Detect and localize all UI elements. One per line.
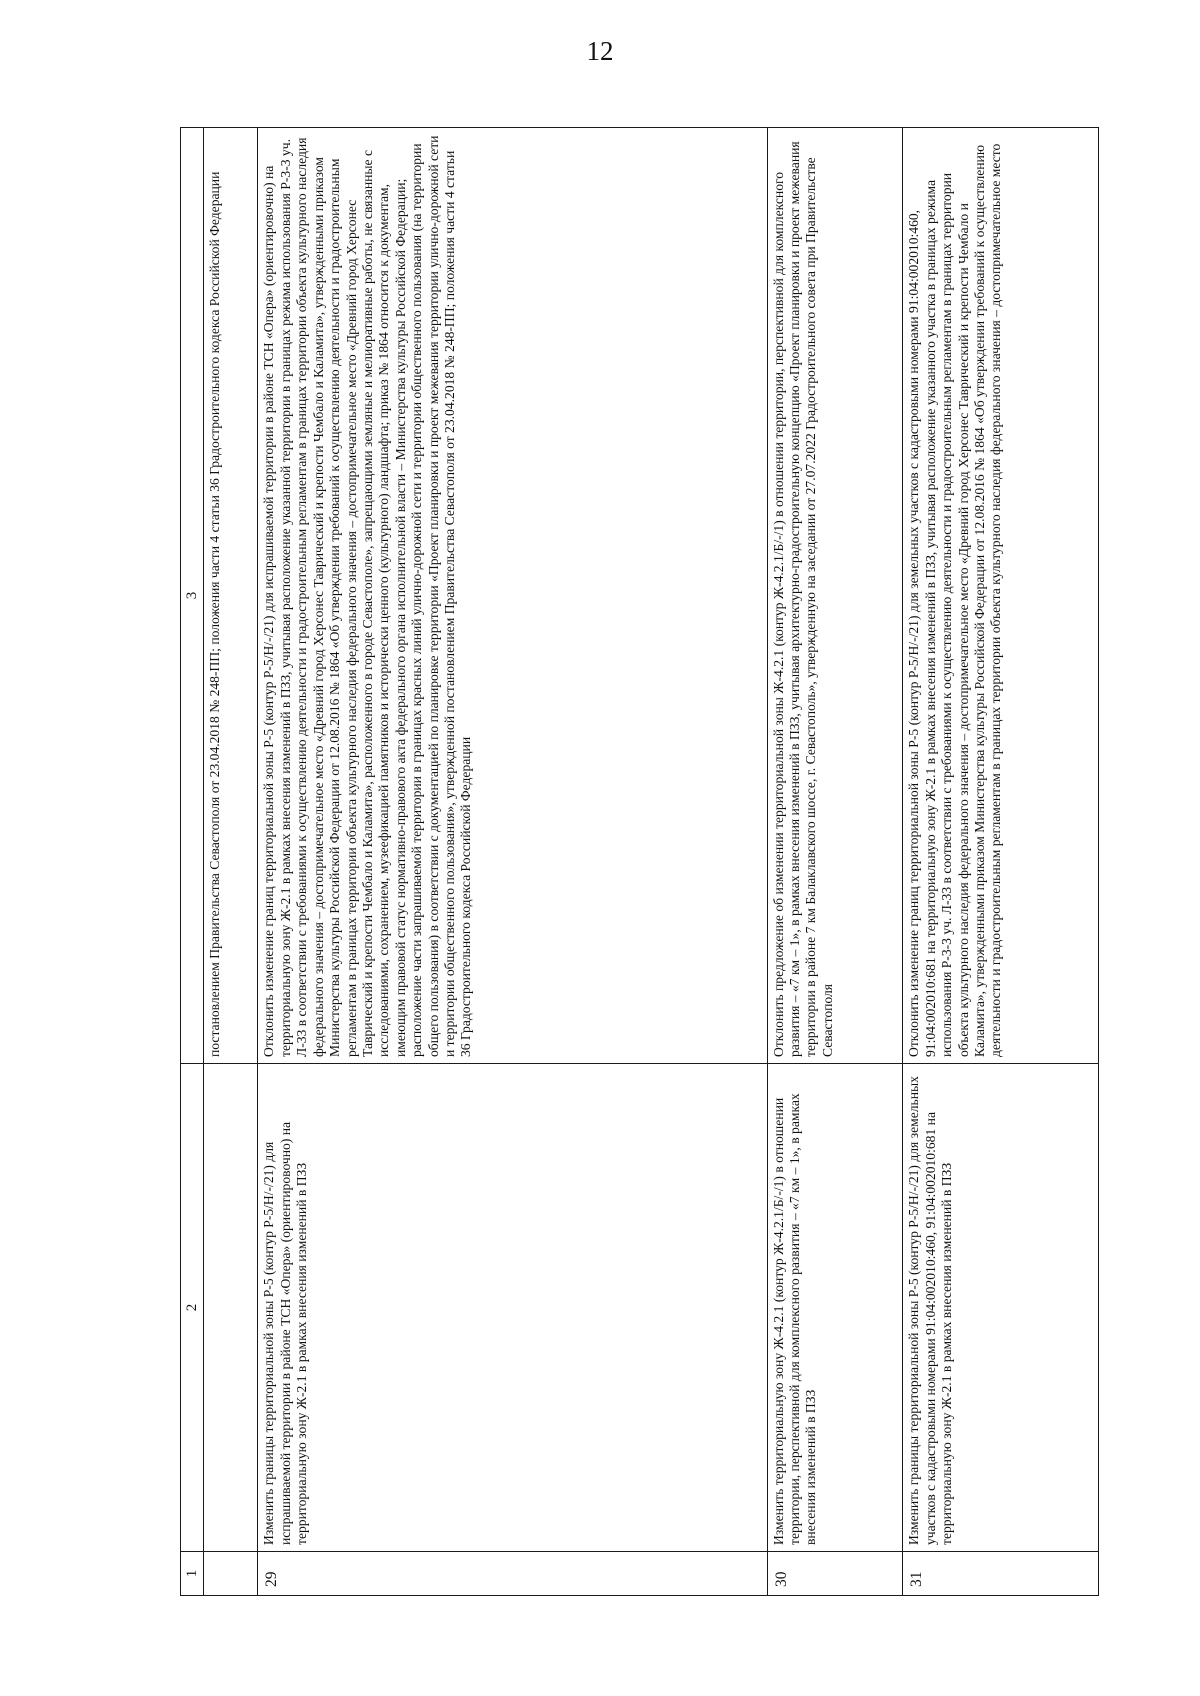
rotated-table-container [180, 128, 1099, 1596]
cell-empty [204, 1552, 258, 1596]
decisions-table [180, 127, 1099, 1596]
row-number: 30 [767, 1552, 903, 1596]
row-decision-cell [903, 128, 1099, 1064]
column-header-1: 1 [181, 1552, 204, 1596]
row-decision: Отклонить предложение об изменении территориальной зоны Ж-4.2.1 (контур Ж-4.2.1/Б/-/1) в отношении территории, перспективной для комплексного развития – «7 км – 1», в рамках внесения изменений в ПЗЗ, учитывая архитектурно-градостроительную концепцию «Проект планировки и проект межевания территории в районе 7 км Балаклавского шоссе, г. Севастополь», утвержденную на заседании от 27.07.2022 Градостроительного совета при Правительстве Севастополя [767, 128, 903, 1064]
row-decision: Отклонить изменение границ территориальной зоны Р-5 (контур Р-5/Н/-/21) для испрашиваемой территории в районе ТСН «Опера» (ориентировочно) на территориальную зону Ж-2.1 в рамках внесения изменений в ПЗЗ, учитывая расположение указанной территории в границах режима использования Р-3-3 уч. Л-33 в соответствии с требованиями к осуществлению деятельности и градостроительным регламентам в границах территории объекта культурного наследия федерального значения – достопримечательное место «Древний город Херсонес Таврический и крепости Чембало и Каламита», утвержденными приказом Министерства культуры Российской Федерации от 12.08.2016 № 1864 «Об утверждении требований к осуществлению деятельности и градостроительным регламентам в границах территории объекта культурного наследия федерального значения – достопримечательное место «Древний город Херсонес Таврический и крепости Чембало и Каламита», расположенного в городе Севастополе», запрещающими земляные и мелиоративные работы, не связанные с исследованиями, сохранением, музеефикацией памятников и исторически ценного (культурного) ландшафта; приказ № 1864 относится к документам, имеющим правовой статус нормативно-правового акта федерального органа исполнительной власти – Министерства культуры Российской Федерации; расположение части запрашиваемой территории в границах красных линий улично-дорожной сети и территории общественного пользования (на территории общего пользования) в соответствии с документацией по планировке территории «Проект планировки и проект межевания территории улично-дорожной сети и территории общественного пользования», утвержденной постановлением Правительства Севастополя от 23.04.2018 № 248-ПП; положения части 4 статьи 36 Градостроительного кодекса Российской Федерации [258, 128, 767, 1064]
table-row [258, 128, 767, 1596]
column-header-3: 3 [181, 128, 204, 1064]
table-header-row [181, 128, 204, 1596]
table-row [903, 128, 1099, 1596]
continuation-text: постановлением Правительства Севастополя от 23.04.2018 № 248-ПП; положения части 4 статьи 36 Градостроительного кодекса Российской Федерации [204, 128, 258, 1064]
page-number: 12 [586, 36, 614, 66]
cell-empty [204, 1064, 258, 1552]
row-proposal: Изменить границы территориальной зоны Р-5 (контур Р-5/Н/-/21) для земельных участков с кадастровыми номерами 91:04:002010:460, 91:04:002010:681 на территориальную зону Ж-2.1 в рамках внесения изменений в ПЗЗ [903, 1064, 1099, 1552]
row-proposal: Изменить границы территориальной зоны Р-5 (контур Р-5/Н/-/21) для испрашиваемой территории в районе ТСН «Опера» (ориентировочно) на территориальную зону Ж-2.1 в рамках внесения изменений в ПЗЗ [258, 1064, 767, 1552]
row-number: 31 [903, 1552, 1099, 1596]
table-row-continuation [204, 128, 258, 1596]
row-proposal: Изменить территориальную зону Ж-4.2.1 (контур Ж-4.2.1/Б/-/1) в отношении территории, перспективной для комплексного развития – «7 км – 1», в рамках внесения изменений в ПЗЗ [767, 1064, 903, 1552]
table-row [767, 128, 903, 1596]
row-decision: Отклонить изменение границ территориальной зоны Р-5 (контур Р-5/Н/-/21) для земельных участков с кадастровыми номерами 91:04:002010:460, 91:04:002010:681 на территориальную зону Ж-2.1 в рамках внесения изменений в ПЗЗ, учитывая расположение указанного участка в границах режима использования Р-3-3 уч. Л-33 в соответствии с требованиями к осуществлению деятельности и градостроительным регламентам в границах территории объекта культурного наследия федерального значения – достопримечательное место «Древний город Херсонес Таврический и крепости Чембало и Каламита», утвержденными приказом Министерства культуры Российской Федерации от 12.08.2016 № 1864 «Об утверждении требований к осуществлению деятельности и градостроительным регламентам в границах территории объекта культурного наследия федерального значения – достопримечательное место [906, 143, 1004, 1057]
row-number: 29 [258, 1552, 767, 1596]
column-header-2: 2 [181, 1064, 204, 1552]
